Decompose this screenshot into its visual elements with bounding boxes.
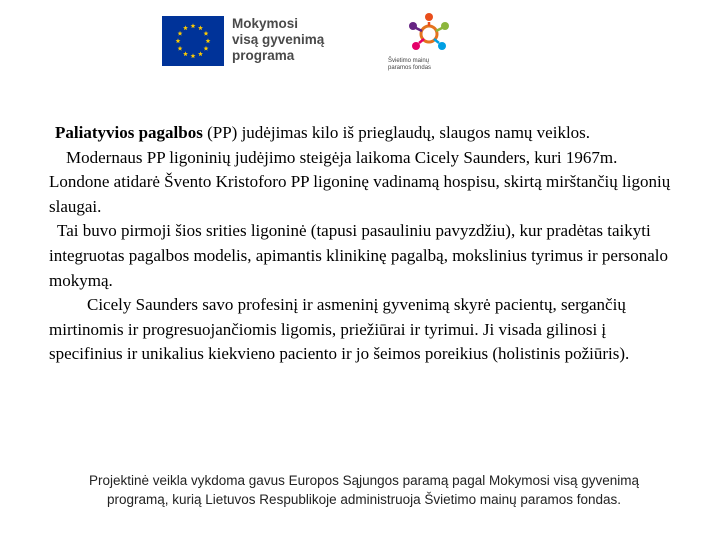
- paragraph: Cicely Saunders savo profesinį ir asmeninį gyvenimą skyrė pacientų, sergančių mirtinomis ir progresuojančiomis ligomis, priežiūrai ir tyrimui. Ji visada gilinosi į specifinius ir unikalius kiekvieno paciento ir jo šeimos poreikius (holistinis požiūris).: [49, 295, 630, 364]
- partner-caption-line: Švietimo mainų: [388, 58, 430, 64]
- program-name-line: Mokymosi: [232, 16, 299, 31]
- paragraph: Tai buvo pirmoji šios srities ligoninė (tapusi pasauliniu pavyzdžiu), kur pradėtas taikyti integruotas pagalbos modelis, apimantis klinikinę pagalbą, mokslinius tyrimus ir personalo mokymą.: [49, 221, 668, 290]
- footer-note: [40, 471, 688, 509]
- paragraph: Modernaus PP ligoninių judėjimo steigėja laikoma Cicely Saunders, kuri 1967m. Londone atidarė Švento Kristoforo PP ligoninę vadinamą hospisu, skirtą mirštančių ligonių slaugai.: [49, 147, 671, 216]
- program-name-logo: [232, 16, 352, 64]
- main-text: [49, 121, 679, 367]
- program-name-line: programa: [232, 48, 295, 63]
- program-name-line: visą gyvenimą: [232, 32, 325, 47]
- paragraph: [49, 121, 679, 146]
- eu-flag-logo: [162, 16, 224, 66]
- partner-logo: [398, 12, 460, 60]
- partner-caption-line: paramos fondas: [388, 65, 432, 71]
- paragraph-text: (PP) judėjimas kilo iš prieglaudų, slaugos namų veiklos.: [202, 123, 591, 142]
- partner-logo-caption: [388, 58, 478, 72]
- logo-bar: [0, 0, 720, 95]
- bold-term: Paliatyvios pagalbos: [55, 123, 203, 142]
- footer-line: Projektinė veikla vykdoma gavus Europos Sąjungos paramą pagal Mokymosi visą gyvenimą: [88, 473, 640, 488]
- footer-line: programą, kurią Lietuvos Respublikoje administruoja Švietimo mainų paramos fondas.: [106, 492, 621, 507]
